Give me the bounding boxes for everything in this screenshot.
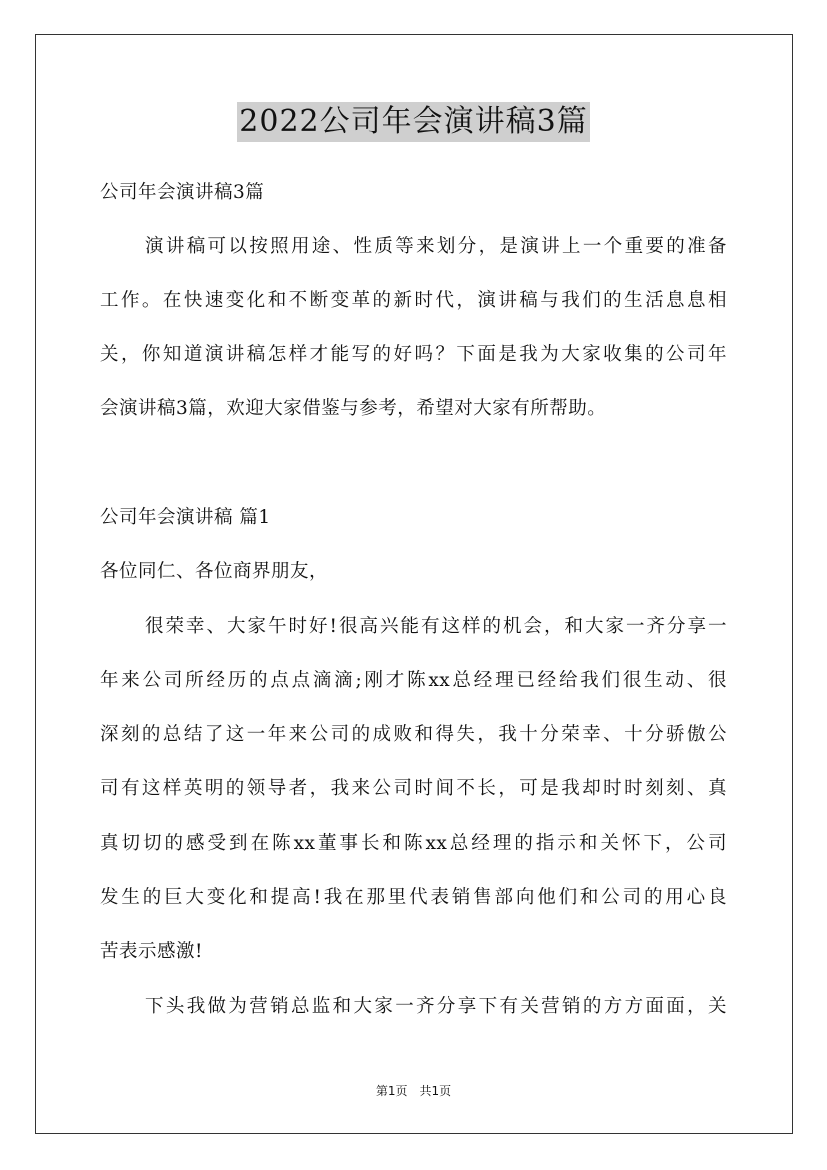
document-title xyxy=(0,102,827,142)
salutation: 各位同仁、各位商界朋友， xyxy=(100,561,329,582)
paragraph-line: 下头我做为营销总监和大家一齐分享下有关营销的方方面面，关 xyxy=(145,996,727,1017)
paragraph-line: 很荣幸、大家午时好!很高兴能有这样的机会，和大家一齐分享一 xyxy=(145,616,727,637)
paragraph-line: 真切切的感受到在陈xx董事长和陈xx总经理的指示和关怀下，公司 xyxy=(100,833,727,854)
paragraph-line: 工作。在快速变化和不断变革的新时代，演讲稿与我们的生活息息相 xyxy=(100,290,727,311)
page-number-footer: 第1页 共1页 xyxy=(375,1084,452,1098)
paragraph-line: 演讲稿可以按照用途、性质等来划分，是演讲上一个重要的准备 xyxy=(145,236,727,257)
paragraph-line: 发生的巨大变化和提高!我在那里代表销售部向他们和公司的用心良 xyxy=(100,887,727,908)
paragraph-line: 苦表示感激! xyxy=(100,941,203,962)
section-heading-part1: 公司年会演讲稿 篇1 xyxy=(100,507,271,528)
document-title-text: 2022公司年会演讲稿3篇 xyxy=(237,102,589,142)
paragraph-line: 会演讲稿3篇，欢迎大家借鉴与参考，希望对大家有所帮助。 xyxy=(100,398,607,419)
paragraph-line: 司有这样英明的领导者，我来公司时间不长，可是我却时时刻刻、真 xyxy=(100,778,727,799)
paragraph-line: 深刻的总结了这一年来公司的成败和得失，我十分荣幸、十分骄傲公 xyxy=(100,724,727,745)
paragraph-line: 关，你知道演讲稿怎样才能写的好吗？下面是我为大家收集的公司年 xyxy=(100,344,727,365)
section-heading-intro: 公司年会演讲稿3篇 xyxy=(100,182,265,203)
paragraph-line: 年来公司所经历的点点滴滴;刚才陈xx总经理已经给我们很生动、很 xyxy=(100,670,727,691)
